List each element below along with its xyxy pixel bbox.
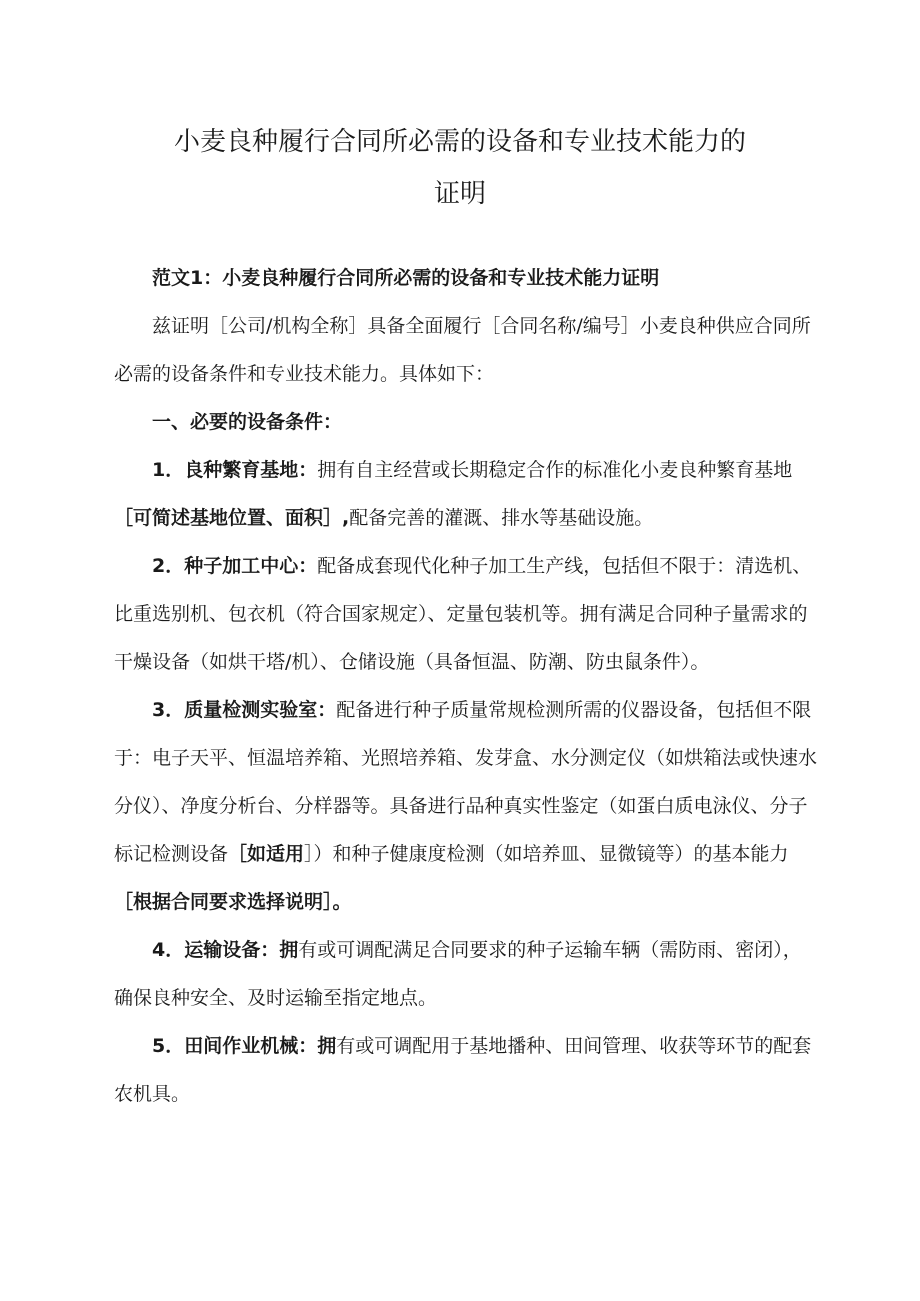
- section-heading-equipment: 一、必要的设备条件：: [152, 411, 343, 433]
- title-line-1: 小麦良种履行合同所必需的设备和专业技术能力的: [173, 127, 746, 157]
- item-label: 3．质量检测实验室：: [152, 699, 337, 721]
- title-line-2: 证明: [433, 179, 486, 209]
- item-text: 配备成套现代化种子加工生产线，包括但不限于：清选机、比重选别机、包衣机（符合国家规定）、定量包装机等。拥有满足合同种子量需求的干燥设备（如烘干塔/机）、仓储设施（具备恒温、防潮、防虫鼠条件）。: [114, 555, 812, 673]
- item-label: 1．良种繁育基地：: [152, 459, 318, 481]
- item-text: 有或可调配满足合同要求的种子运输车辆（需防雨、密闭），确保良种安全、及时运输至指定地点。: [114, 939, 802, 1009]
- sample-heading: 范文1：小麦良种履行合同所必需的设备和专业技术能力证明: [152, 267, 660, 289]
- item-text: 配备进行种子质量常规检测所需的仪器设备，包括但不限于：电子天平、恒温培养箱、光照培养箱、发芽盒、水分测定仪（如烘箱法或快速水分仪）、净度分析台、分样器等。具备进行品种真实性鉴定（如蛋白质电泳仪、分子标记检测设备: [114, 699, 818, 865]
- list-item-quality-lab: [114, 686, 820, 926]
- item-text: 拥有自主经营或长期稳定合作的标准化小麦良种繁育基地: [317, 459, 793, 481]
- item-label: 5．田间作业机械：拥: [152, 1035, 337, 1057]
- item-text-tail: ］）和种子健康度检测（如培养皿、显微镜等）的基本能力: [304, 843, 789, 865]
- list-item-field-machinery: [114, 1022, 820, 1118]
- intro-paragraph: 兹证明［公司/机构全称］具备全面履行［合同名称/编号］小麦良种供应合同所必需的设备条件和专业技术能力。具体如下：: [114, 315, 811, 385]
- item-text: 有或可调配用于基地播种、田间管理、收获等环节的配套农机具。: [114, 1035, 812, 1105]
- item-label: 4．运输设备：拥: [152, 939, 299, 961]
- item-text-tail: 配备完善的灌溉、排水等基础设施。: [349, 507, 654, 529]
- document-title: [0, 116, 920, 220]
- list-item-breeding-base: [114, 446, 820, 542]
- list-item-processing-center: [114, 542, 820, 686]
- list-item-transport: [114, 926, 820, 1022]
- item-bold-note: ［可简述基地位置、面积］,: [114, 507, 350, 529]
- document-body: [114, 254, 820, 1118]
- item-bold-note-2: ［根据合同要求选择说明］。: [114, 891, 352, 913]
- item-label: 2．种子加工中心：: [152, 555, 318, 577]
- item-bold-note: ［如适用: [228, 843, 305, 865]
